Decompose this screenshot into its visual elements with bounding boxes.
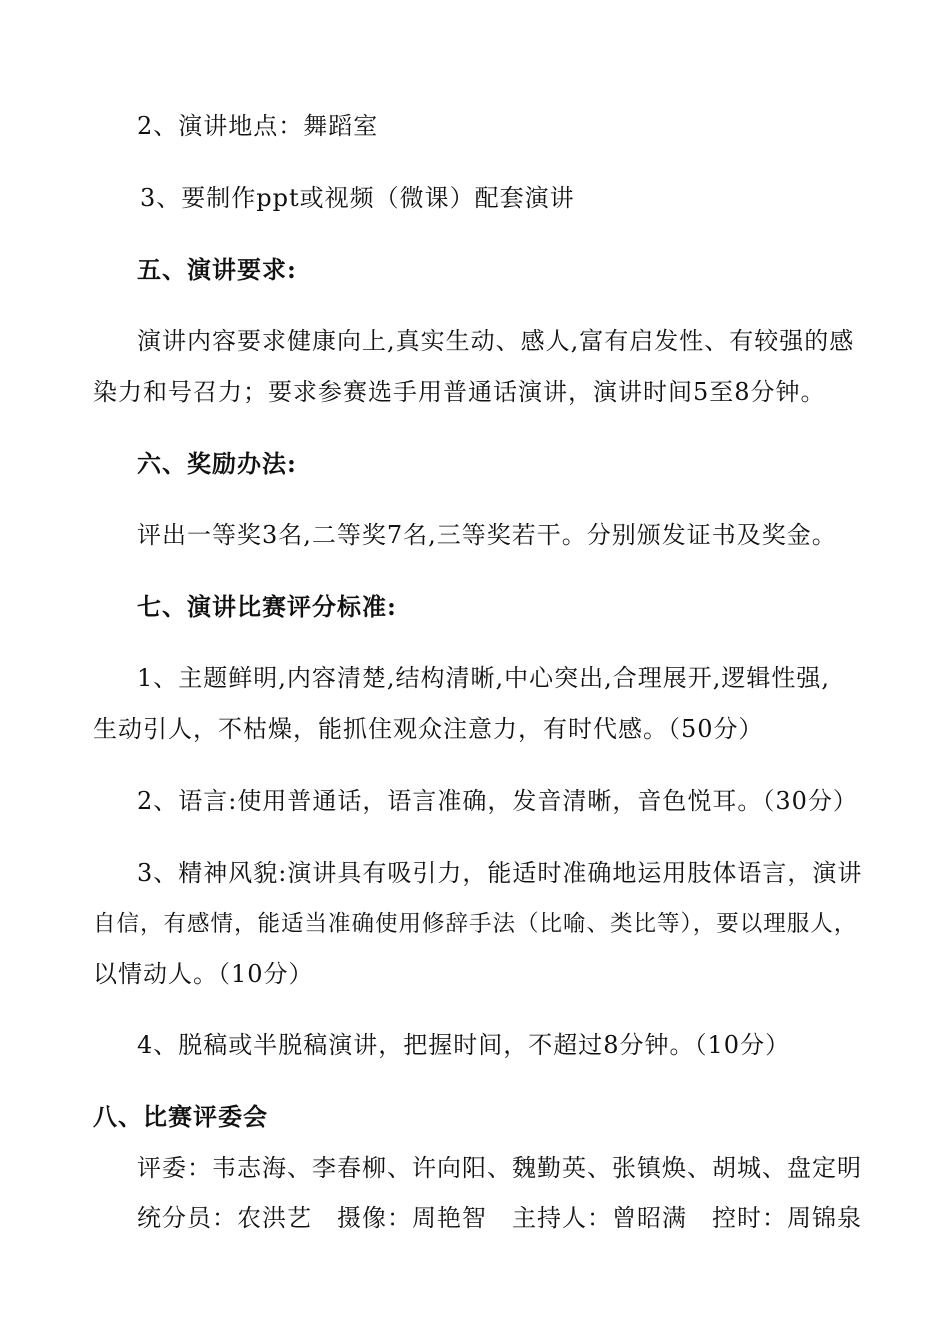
section-six-heading: 六、奖励办法: (137, 449, 297, 478)
speech-requirements-line-1: 演讲内容要求健康向上,真实生动、感人,富有启发性、有较强的感 (137, 327, 855, 355)
section-seven-heading: 七、演讲比赛评分标准: (137, 592, 397, 621)
criteria-3-line-2: 自信，有感情，能适当准确使用修辞手法（比喻、类比等），要以理服人， (93, 911, 858, 937)
criteria-2-line: 2、语言:使用普通话，语言准确，发音清晰，音色悦耳。（30分） (137, 787, 858, 815)
speech-requirements-line-2: 染力和号召力；要求参赛选手用普通话演讲，演讲时间5至8分钟。 (93, 378, 826, 406)
criteria-3-line-1: 3、精神风貌:演讲具有吸引力，能适时准确地运用肢体语言，演讲 (137, 859, 863, 887)
ppt-requirement-line: 3、要制作ppt或视频（微课）配套演讲 (140, 184, 575, 212)
section-five-heading: 五、演讲要求: (137, 255, 297, 284)
criteria-1-line-2: 生动引人，不枯燥，能抓住观众注意力，有时代感。（50分） (93, 715, 764, 743)
criteria-4-line: 4、脱稿或半脱稿演讲，把握时间，不超过8分钟。（10分） (137, 1031, 791, 1059)
criteria-3-line-3: 以情动人。（10分） (93, 960, 314, 988)
judges-line: 评委：韦志海、李春柳、许向阳、魏勤英、张镇焕、胡城、盘定明 (137, 1154, 862, 1182)
staff-line: 统分员：农洪艺 摄像：周艳智 主持人：曾昭满 控时：周锦泉 (137, 1204, 862, 1232)
section-eight-heading: 八、比赛评委会 (93, 1102, 268, 1131)
criteria-1-line-1: 1、主题鲜明,内容清楚,结构清晰,中心突出,合理展开,逻辑性强, (137, 664, 831, 692)
venue-line: 2、演讲地点：舞蹈室 (137, 112, 379, 140)
award-line: 评出一等奖3名,二等奖7名,三等奖若干。分别颁发证书及奖金。 (137, 521, 837, 549)
